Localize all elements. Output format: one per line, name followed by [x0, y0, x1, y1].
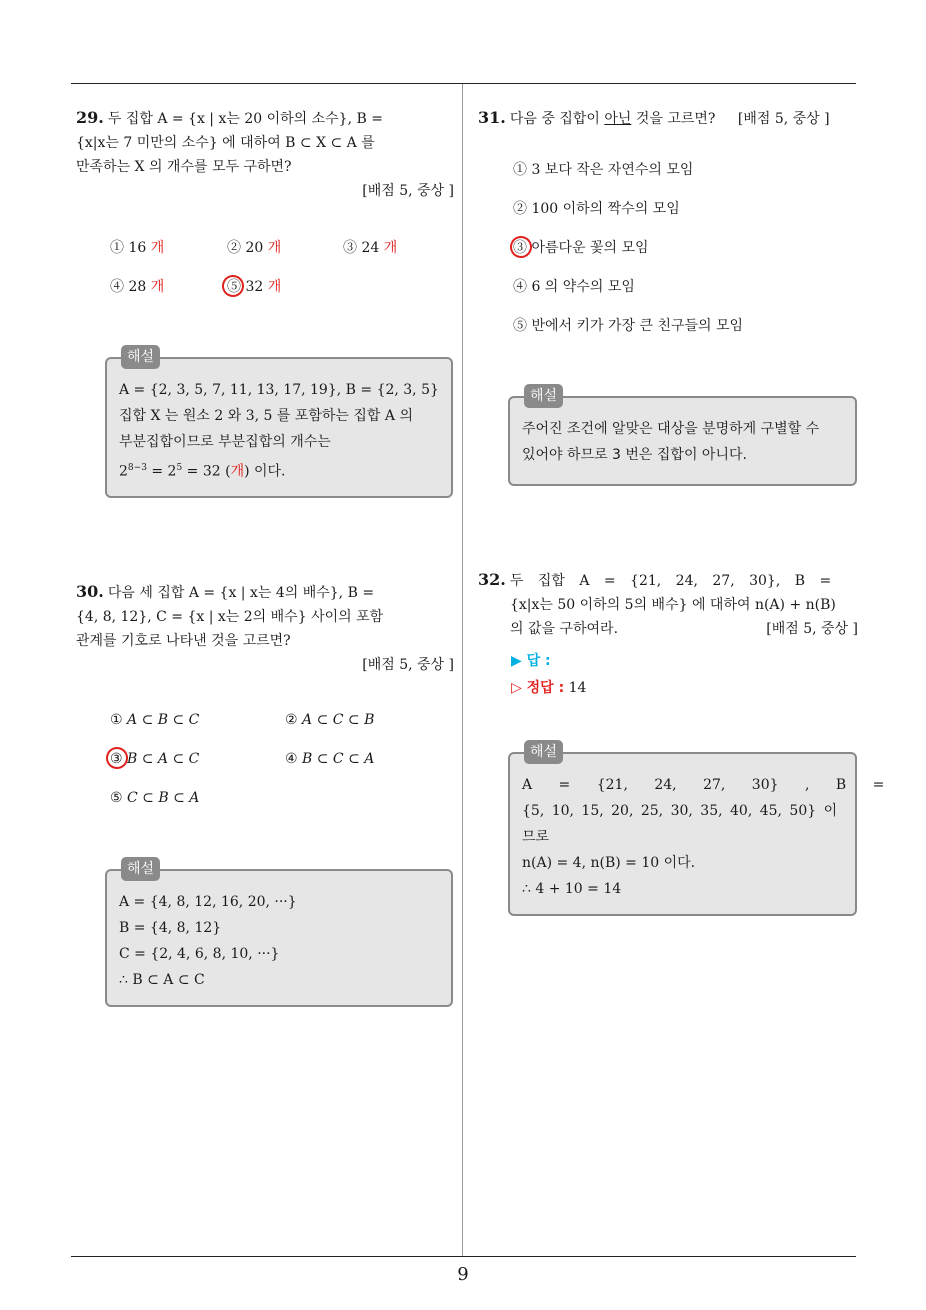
- q30-option-3[interactable]: ③ B ⊂ A ⊂ C: [110, 751, 200, 767]
- bottom-rule: [71, 1256, 856, 1257]
- q30-explanation-box: 해설 A = {4, 8, 12, 16, 20, ···} B = {4, 8, 12} C = {2, 4, 6, 8, 10, ···} ∴ B ⊂ A ⊂ C: [105, 869, 453, 1007]
- question-31-meta: [배점 5, 중상 ]: [737, 111, 830, 127]
- question-29-line-3: 만족하는 X 의 개수를 모두 구하면?: [76, 159, 292, 175]
- question-32-meta: [배점 5, 중상 ]: [766, 621, 858, 637]
- q29-option-2[interactable]: ② 20 개: [227, 240, 282, 256]
- q29-explanation-box: 해설 A = {2, 3, 5, 7, 11, 13, 17, 19}, B = {2, 3, 5} 집합 X 는 원소 2 와 3, 5 를 포함하는 집합 A 의 부분집합이므로 부분집합의 개수는 $2^{8-3} = 2^5 = 32$ (개) 이다.: [105, 357, 453, 498]
- question-30-meta: [배점 5, 중상 ]: [362, 657, 454, 673]
- q29-option-3[interactable]: ③ 24 개: [343, 240, 398, 256]
- q32-explanation-tag: 해설: [524, 740, 563, 764]
- q30-explanation-tag: 해설: [121, 857, 160, 881]
- question-29-number: 29.: [76, 108, 104, 127]
- q30-option-1[interactable]: ① A ⊂ B ⊂ C: [110, 712, 200, 728]
- q29-explanation-formula: $2^{8-3} = 2^5 = 32$ (개) 이다.: [119, 463, 286, 480]
- q32-answer-line: ▶ 답 :: [511, 653, 551, 669]
- question-29-line-2: {x|x는 7 미만의 소수} 에 대하여 B ⊂ X ⊂ A 를: [76, 135, 375, 151]
- question-29: [76, 106, 454, 203]
- question-29-line-1: 29. 두 집합 A = {x | x는 20 이하의 소수}, B =: [76, 108, 383, 127]
- q29-explanation-tag: 해설: [121, 345, 160, 369]
- q32-correct-answer-line: ▷ 정답 : 14: [511, 680, 587, 696]
- question-30-line-3: 관계를 기호로 나타낸 것을 고르면?: [76, 633, 291, 649]
- question-32-number: 32.: [478, 570, 506, 589]
- question-32: [478, 568, 858, 641]
- q29-option-5[interactable]: ⑤ 32 개: [227, 279, 282, 295]
- q30-option-5[interactable]: ⑤ C ⊂ B ⊂ A: [110, 790, 200, 806]
- q31-option-2[interactable]: ② 100 이하의 짝수의 모임: [513, 201, 680, 217]
- q31-explanation-box: 해설 주어진 조건에 알맞은 대상을 분명하게 구별할 수 있어야 하므로 3 번은 집합이 아니다.: [508, 396, 857, 486]
- q30-option-2[interactable]: ② A ⊂ C ⊂ B: [285, 712, 375, 728]
- q32-explanation-box: 해설 A = {21, 24, 27, 30} , B = {5, 10, 15, 20, 25, 30, 35, 40, 45, 50} 이 므로 n(A) = 4, n(B) = 10 이다. ∴ 4 + 10 = 14: [508, 752, 857, 916]
- question-31-line-1: 31. 다음 중 집합이 아닌 것을 고르면? [배점 5, 중상 ]: [478, 108, 830, 127]
- question-30-line-2: {4, 8, 12}, C = {x | x는 2의 배수} 사이의 포함: [76, 609, 384, 625]
- question-31-number: 31.: [478, 108, 506, 127]
- question-31: [478, 106, 858, 131]
- q30-option-4[interactable]: ④ B ⊂ C ⊂ A: [285, 751, 375, 767]
- question-32-line-2: {x|x는 50 이하의 5의 배수} 에 대하여 n(A) + n(B): [510, 597, 836, 613]
- q29-option-1[interactable]: ① 16 개: [110, 240, 165, 256]
- question-30: [76, 580, 454, 677]
- q31-option-4[interactable]: ④ 6 의 약수의 모임: [513, 279, 635, 295]
- q31-option-1[interactable]: ① 3 보다 작은 자연수의 모임: [513, 162, 694, 178]
- question-32-line-3: 의 값을 구하여라. [배점 5, 중상 ]: [478, 617, 858, 641]
- question-30-line-1: 30. 다음 세 집합 A = {x | x는 4의 배수}, B =: [76, 582, 375, 601]
- column-divider: [462, 84, 463, 1256]
- top-rule: [71, 83, 856, 84]
- q31-option-3[interactable]: ③ 아름다운 꽃의 모임: [513, 240, 649, 256]
- question-30-number: 30.: [76, 582, 104, 601]
- page-number: 9: [457, 1264, 469, 1285]
- q31-explanation-tag: 해설: [524, 384, 563, 408]
- q31-option-5[interactable]: ⑤ 반에서 키가 가장 큰 친구들의 모임: [513, 318, 744, 334]
- question-32-line-1: 32. 두 집합 A = {21, 24, 27, 30}, B =: [478, 570, 832, 589]
- question-29-meta: [배점 5, 중상 ]: [362, 183, 454, 199]
- q29-option-4[interactable]: ④ 28 개: [110, 279, 165, 295]
